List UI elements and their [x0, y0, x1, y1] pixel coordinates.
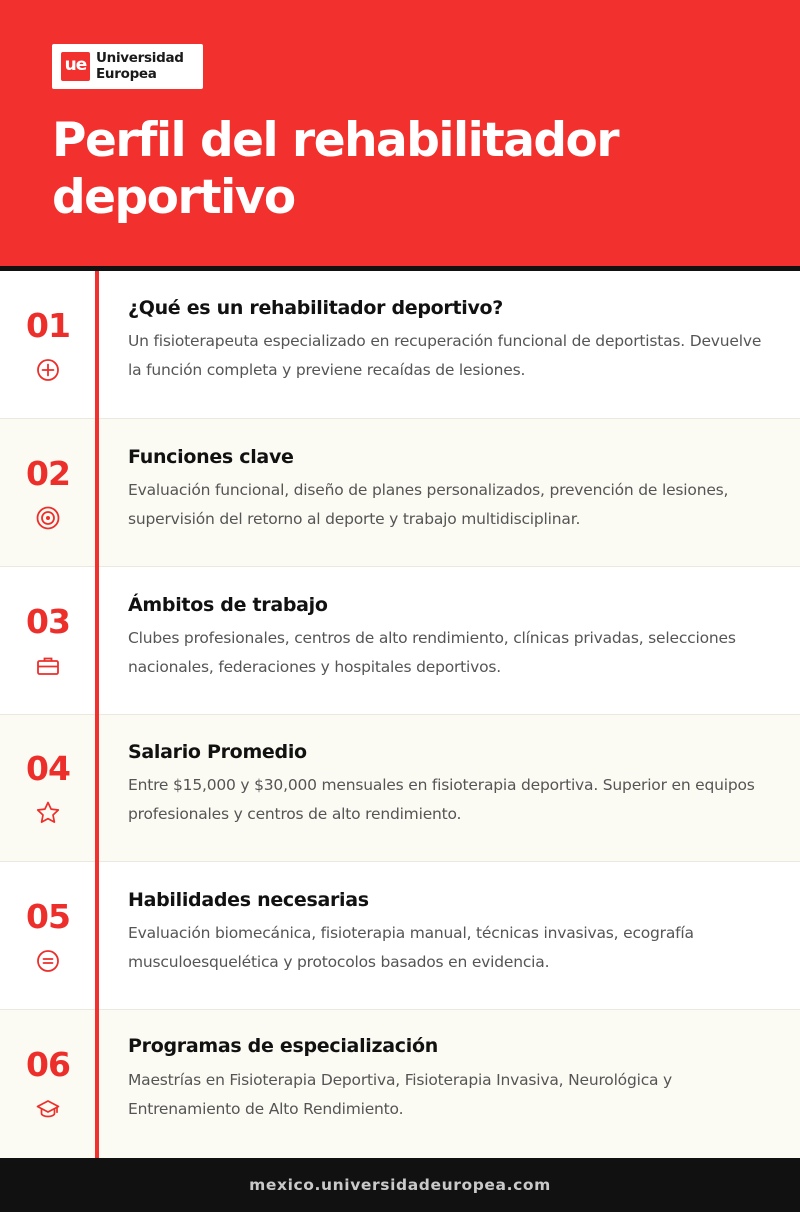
briefcase-icon	[35, 653, 61, 679]
section-key-functions	[0, 419, 800, 567]
logo-text	[96, 50, 200, 82]
section-title: Ámbitos de trabajo	[128, 594, 328, 616]
page-title	[52, 112, 772, 226]
section-number: 02	[26, 454, 70, 493]
logo-mark-icon: ue	[61, 52, 90, 81]
section-number: 04	[26, 749, 70, 788]
section-body: Un fisioterapeuta especializado en recuperación funcional de deportistas. Devuelve la función completa y previene recaídas de lesiones.	[128, 332, 762, 379]
list-circle-icon	[35, 948, 61, 974]
section-title: Programas de especialización	[128, 1035, 438, 1057]
section-body: Maestrías en Fisioterapia Deportiva, Fisioterapia Invasiva, Neurológica y Entrenamiento de Alto Rendimiento.	[128, 1071, 673, 1118]
section-number: 01	[26, 306, 70, 345]
plus-circle-icon	[35, 357, 61, 383]
section-body: Evaluación biomecánica, fisioterapia manual, técnicas invasivas, ecografía musculoesquelética y protocolos basados en evidencia.	[128, 924, 694, 971]
target-icon	[35, 505, 61, 531]
section-title: Salario Promedio	[128, 741, 307, 763]
page-title-line-1: Perfil del rehabilitador	[52, 113, 619, 168]
section-number: 03	[26, 602, 70, 641]
section-title: Funciones clave	[128, 446, 294, 468]
section-average-salary	[0, 715, 800, 862]
graduation-cap-icon	[35, 1096, 61, 1122]
section-title: Habilidades necesarias	[128, 889, 369, 911]
section-number: 05	[26, 897, 70, 936]
section-what-is	[0, 271, 800, 419]
section-required-skills	[0, 862, 800, 1010]
section-number: 06	[26, 1045, 70, 1084]
section-specialization-programs	[0, 1010, 800, 1158]
logo-line-2: Europea	[96, 66, 157, 82]
section-body: Evaluación funcional, diseño de planes personalizados, prevención de lesiones, supervisión del retorno al deporte y trabajo multidisciplinar.	[128, 481, 729, 528]
brand-logo[interactable]	[52, 44, 203, 89]
section-title: ¿Qué es un rehabilitador deportivo?	[128, 297, 504, 319]
timeline-line	[95, 271, 99, 1158]
footer-url-link[interactable]: mexico.universidadeuropea.com	[249, 1176, 551, 1194]
section-body: Clubes profesionales, centros de alto rendimiento, clínicas privadas, selecciones nacionales, federaciones y hospitales deportivos.	[128, 629, 736, 676]
header-banner	[0, 0, 800, 266]
logo-line-1: Universidad	[96, 50, 184, 66]
section-body: Entre $15,000 y $30,000 mensuales en fisioterapia deportiva. Superior en equipos profesionales y centros de alto rendimiento.	[128, 776, 755, 823]
page-title-line-2: deportivo	[52, 170, 295, 225]
section-work-areas	[0, 567, 800, 715]
footer	[0, 1158, 800, 1212]
star-icon	[35, 800, 61, 826]
